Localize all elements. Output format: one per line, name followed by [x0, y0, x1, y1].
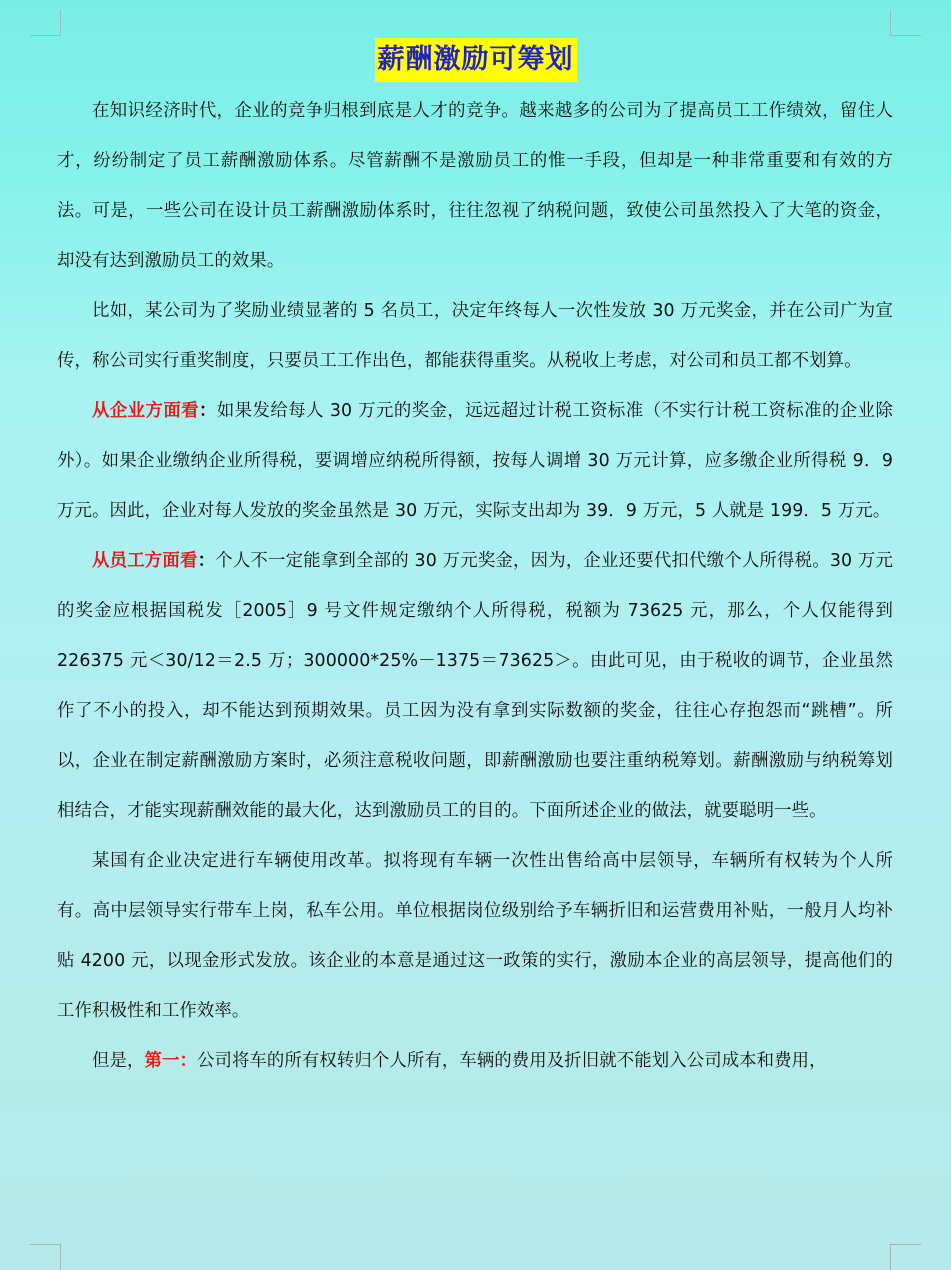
title-wrapper	[0, 38, 951, 82]
paragraph-example: 比如，某公司为了奖励业绩显著的 5 名员工，决定年终每人一次性发放 30 万元奖金，并在公司广为宣传，称公司实行重奖制度，只要员工工作出色，都能获得重奖。从税收上考虑，对公司和员工都不划算。	[57, 301, 893, 371]
enterprise-view-text: 如果发给每人 30 万元的奖金，远远超过计税工资标准（不实行计税工资标准的企业除外）。如果企业缴纳企业所得税，要调增应纳税所得额，按每人调增 30 万元计算，应多缴企业所得税 9．9 万元。因此，企业对每人发放的奖金虽然是 30 万元，实际支出却为 39．9 万元，5 人就是 199．5 万元。	[57, 401, 893, 521]
paragraph-however	[57, 1036, 893, 1086]
enterprise-view-label: 从企业方面看	[92, 401, 200, 421]
however-prefix: 但是，	[92, 1051, 145, 1071]
first-point-label: 第一：	[144, 1051, 197, 1071]
corner-mark-top-left	[30, 10, 61, 36]
paragraph-intro: 在知识经济时代，企业的竞争归根到底是人才的竞争。越来越多的公司为了提高员工工作绩效，留住人才，纷纷制定了员工薪酬激励体系。尽管薪酬不是激励员工的惟一手段，但却是一种非常重要和有效的方法。可是，一些公司在设计员工薪酬激励体系时，往往忽视了纳税问题，致使公司虽然投入了大笔的资金，却没有达到激励员工的效果。	[57, 101, 893, 271]
employee-view-colon: ：	[197, 551, 216, 571]
corner-mark-top-right	[890, 10, 921, 36]
paragraph-enterprise-view	[57, 386, 893, 536]
paragraph-employee-view	[57, 536, 893, 836]
article-body	[57, 86, 893, 1086]
corner-mark-bottom-left	[30, 1244, 61, 1270]
enterprise-view-colon: ：	[199, 401, 217, 421]
page-title: 薪酬激励可筹划	[375, 38, 577, 82]
corner-mark-bottom-right	[890, 1244, 921, 1270]
employee-view-text: 个人不一定能拿到全部的 30 万元奖金，因为，企业还要代扣代缴个人所得税。30 万元的奖金应根据国税发［2005］9 号文件规定缴纳个人所得税，税额为 73625 元，那么，个人仅能得到 226375 元＜30/12＝2.5 万；300000*25%－1375＝73625＞。由此可见，由于税收的调节，企业虽然作了不小的投入，却不能达到预期效果。员工因为没有拿到实际数额的奖金，往往心存抱怨而“跳槽”。所以，企业在制定薪酬激励方案时，必须注意税收问题，即薪酬激励也要注重纳税筹划。薪酬激励与纳税筹划相结合，才能实现薪酬效能的最大化，达到激励员工的目的。下面所述企业的做法，就要聪明一些。	[57, 551, 893, 821]
paragraph-vehicle-reform: 某国有企业决定进行车辆使用改革。拟将现有车辆一次性出售给高中层领导，车辆所有权转为个人所有。高中层领导实行带车上岗，私车公用。单位根据岗位级别给予车辆折旧和运营费用补贴，一般月人均补贴 4200 元，以现金形式发放。该企业的本意是通过这一政策的实行，激励本企业的高层领导，提高他们的工作积极性和工作效率。	[57, 851, 893, 1021]
employee-view-label: 从员工方面看	[92, 551, 198, 571]
first-point-text: 公司将车的所有权转归个人所有，车辆的费用及折旧就不能划入公司成本和费用，	[196, 1051, 827, 1071]
